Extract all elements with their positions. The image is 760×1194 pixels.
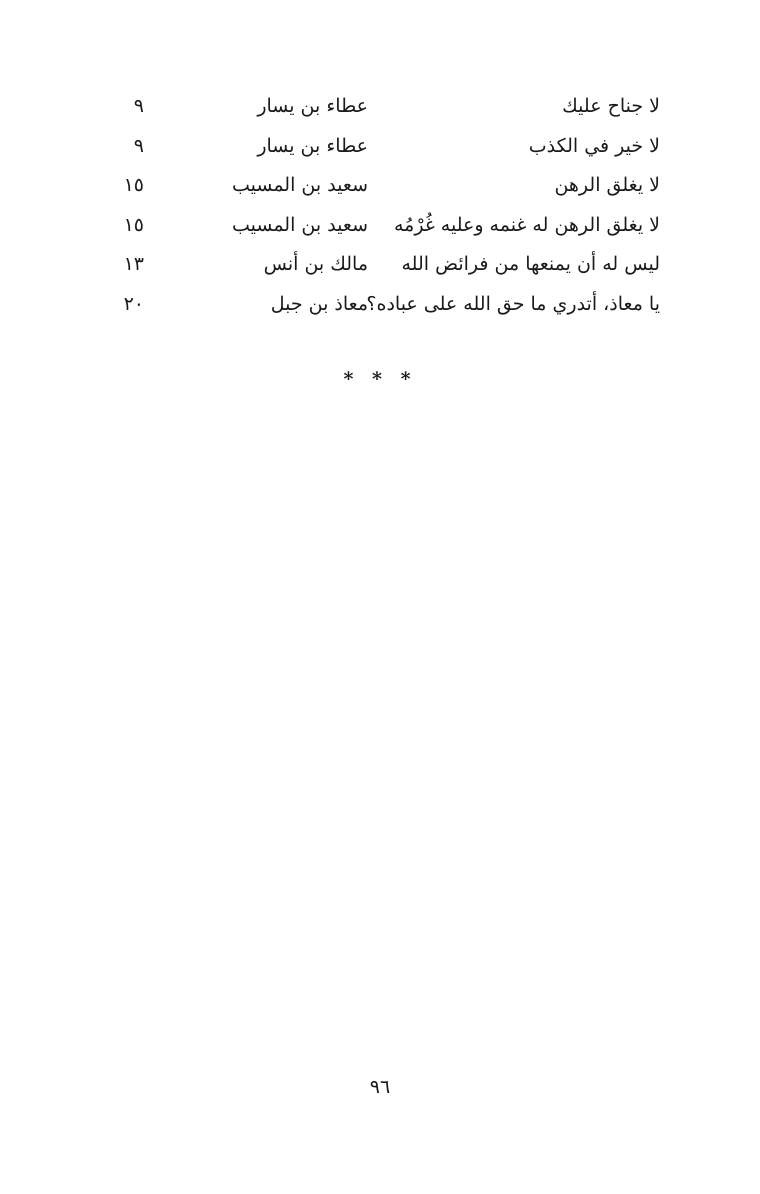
narrator-name: عطاء بن يسار [257,134,368,157]
index-row [118,286,660,326]
hadith-index-table [118,88,660,325]
hadith-text: يا معاذ، أتدري ما حق الله على عباده؟ [366,292,660,315]
index-row [118,207,660,247]
index-row [118,167,660,207]
hadith-text: لا يغلق الرهن [554,174,660,196]
page-reference: ١٣ [123,253,144,275]
page-reference: ١٥ [123,213,144,236]
narrator-name: سعيد بن المسيب [231,174,368,196]
page-number: ٩٦ [369,1076,391,1098]
hadith-text: ليس له أن يمنعها من فرائض الله [401,253,660,275]
index-row [118,128,660,168]
narrator-name: معاذ بن جبل [270,292,368,315]
page-reference: ٩ [133,134,144,157]
page-reference: ٩ [133,95,144,117]
narrator-name: سعيد بن المسيب [231,213,368,236]
narrator-name: مالك بن أنس [263,253,368,275]
narrator-name: عطاء بن يسار [257,95,368,117]
index-row [118,88,660,128]
section-separator: * * * [343,368,417,390]
hadith-text: لا جناح عليك [562,95,660,117]
hadith-text: لا خير في الكذب [528,134,660,157]
hadith-text: لا يغلق الرهن له غنمه وعليه غُرْمُه [393,213,660,236]
page-reference: ٢٠ [123,292,144,315]
index-row [118,246,660,286]
page-reference: ١٥ [123,174,144,196]
